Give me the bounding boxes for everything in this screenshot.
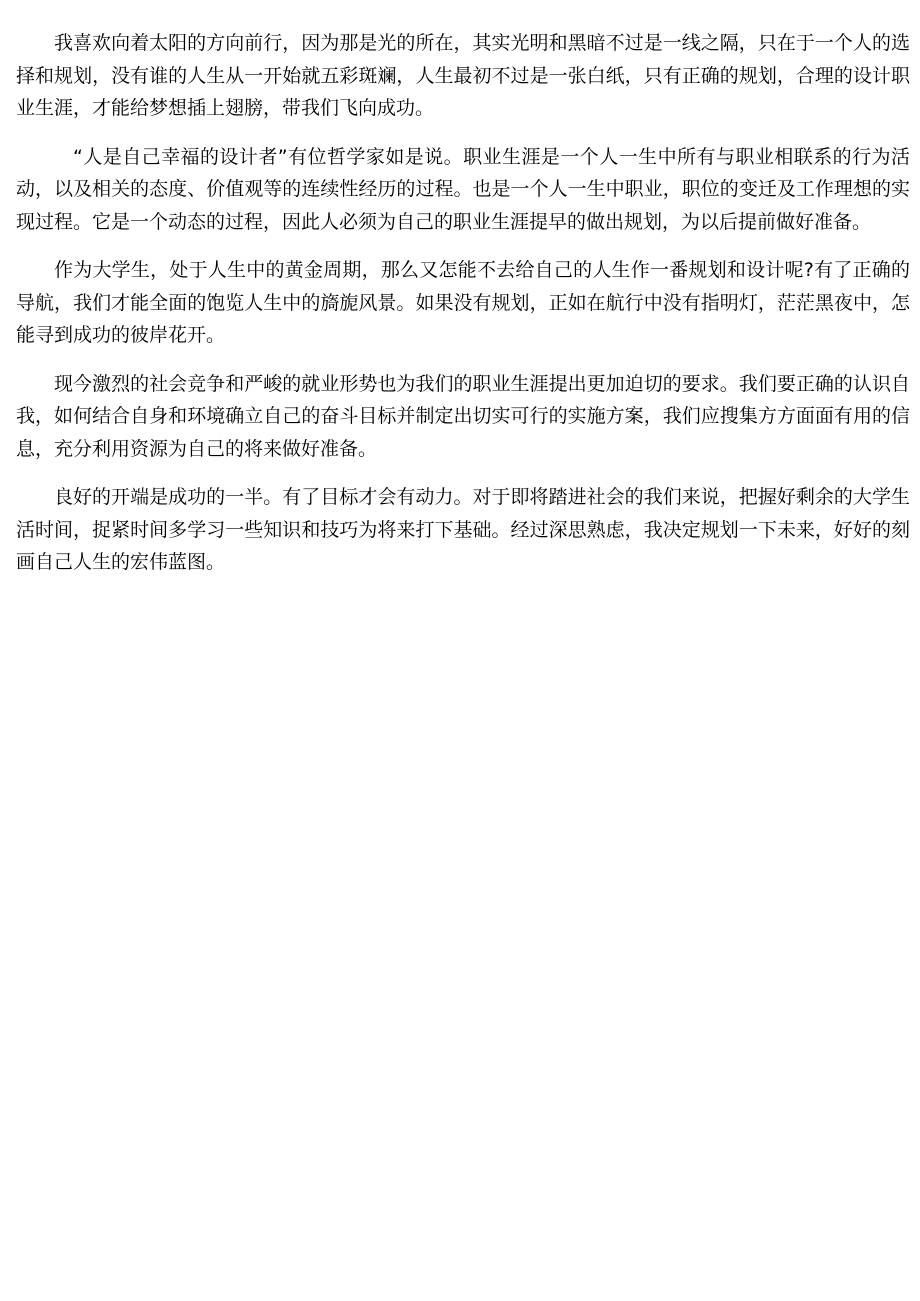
paragraph-4: 现今激烈的社会竞争和严峻的就业形势也为我们的职业生涯提出更加迫切的要求。我们要正确的认识自我，如何结合自身和环境确立自己的奋斗目标并制定出切实可行的实施方案，我们应搜集方方面面有用的信息，充分利用资源为自己的将来做好准备。 <box>16 372 910 460</box>
paragraph-1: 我喜欢向着太阳的方向前行，因为那是光的所在，其实光明和黑暗不过是一线之隔，只在于一个人的选择和规划，没有谁的人生从一开始就五彩斑斓，人生最初不过是一张白纸，只有正确的规划，合理的设计职业生涯，才能给梦想插上翅膀，带我们飞向成功。 <box>16 32 910 119</box>
paragraph-2: “人是自己幸福的设计者”有位哲学家如是说。职业生涯是一个人一生中所有与职业相联系的行为活动，以及相关的态度、价值观等的连续性经历的过程。也是一个人一生中职业，职位的变迁及工作理想的实现过程。它是一个动态的过程，因此人必须为自己的职业生涯提早的做出规划，为以后提前做好准备。 <box>16 145 910 233</box>
paragraph-3: 作为大学生，处于人生中的黄金周期，那么又怎能不去给自己的人生作一番规划和设计呢?有了正确的导航，我们才能全面的饱览人生中的旖旎风景。如果没有规划，正如在航行中没有指明灯，茫茫黑夜中，怎能寻到成功的彼岸花开。 <box>16 259 910 346</box>
paragraph-5: 良好的开端是成功的一半。有了目标才会有动力。对于即将踏进社会的我们来说，把握好剩余的大学生活时间，捉紧时间多学习一些知识和技巧为将来打下基础。经过深思熟虑，我决定规划一下未来，好好的刻画自己人生的宏伟蓝图。 <box>16 486 910 573</box>
